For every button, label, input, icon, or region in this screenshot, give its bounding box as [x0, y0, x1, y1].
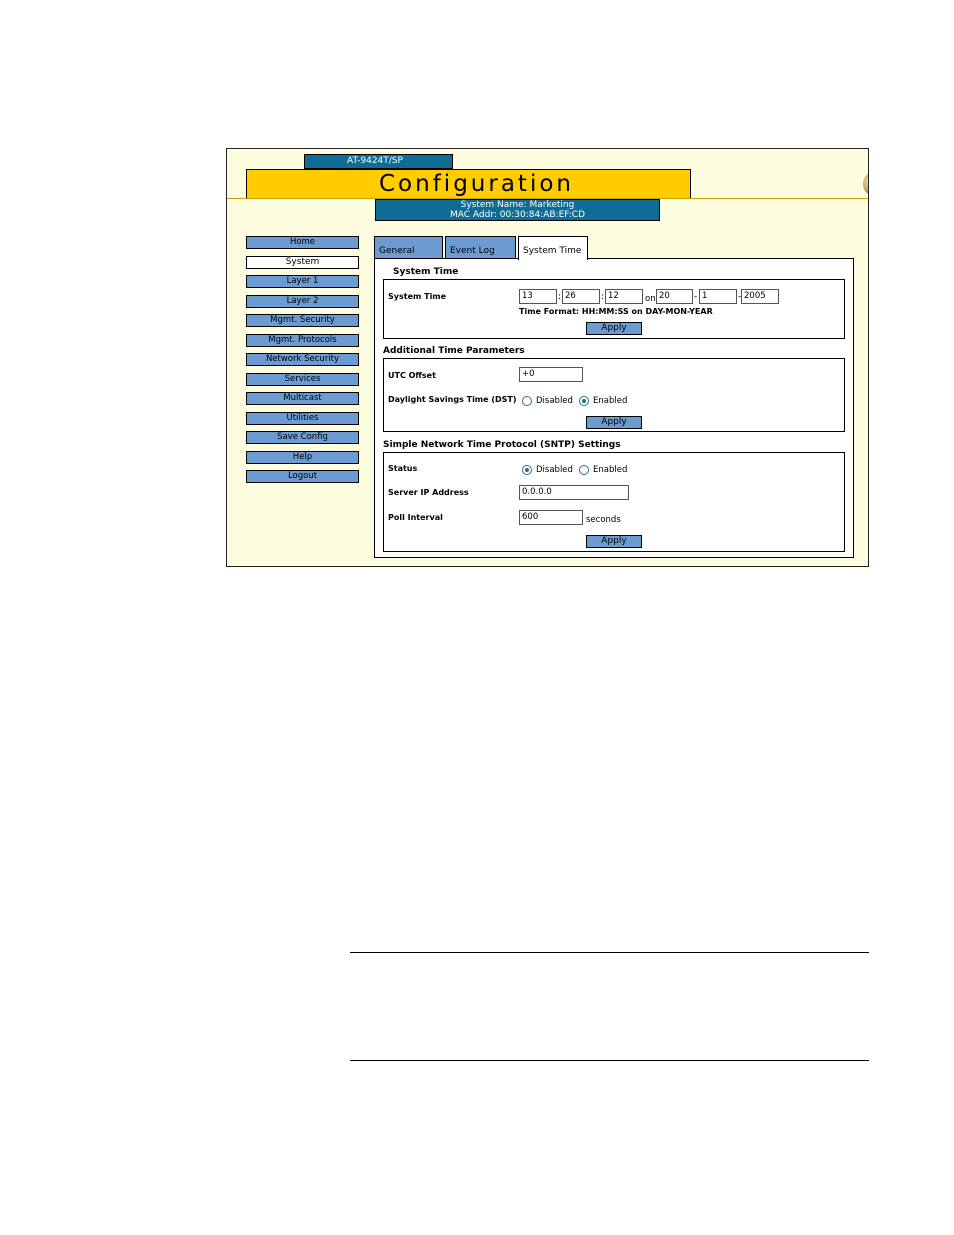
apply-additional-button[interactable]: Apply [586, 416, 642, 429]
nav-network-security[interactable]: Network Security [246, 353, 359, 366]
date-separator: - [694, 292, 698, 302]
seconds-label: seconds [586, 515, 621, 525]
additional-box [383, 358, 845, 432]
nav-layer-2[interactable]: Layer 2 [246, 295, 359, 308]
dst-enabled-label: Enabled [593, 396, 628, 406]
dst-disabled-label: Disabled [536, 396, 573, 406]
nav-save-config[interactable]: Save Config [246, 431, 359, 444]
year-input[interactable]: 2005 [741, 289, 779, 304]
time-format-hint: Time Format: HH:MM:SS on DAY-MON-YEAR [519, 307, 713, 316]
dst-enabled-radio[interactable] [579, 396, 589, 406]
nav-logout[interactable]: Logout [246, 470, 359, 483]
minute-input[interactable]: 26 [562, 289, 600, 304]
nav-mgmt-protocols[interactable]: Mgmt. Protocols [246, 334, 359, 347]
nav-home[interactable]: Home [246, 236, 359, 249]
sntp-enabled-label: Enabled [593, 465, 628, 475]
nav-help[interactable]: Help [246, 451, 359, 464]
server-ip-input[interactable]: 0.0.0.0 [519, 485, 629, 500]
sntp-disabled-radio[interactable] [522, 465, 532, 475]
apply-sntp-button[interactable]: Apply [586, 535, 642, 548]
tab-system-time[interactable]: System Time [518, 236, 588, 260]
system-time-panel [374, 258, 854, 558]
sidebar-nav [246, 236, 359, 490]
sntp-disabled-label: Disabled [536, 465, 573, 475]
server-ip-label: Server IP Address [388, 488, 469, 497]
nav-services[interactable]: Services [246, 373, 359, 386]
mac-address: MAC Addr: 00:30:84:AB:EF:CD [450, 210, 585, 220]
month-input[interactable]: 1 [699, 289, 737, 304]
tab-general[interactable]: General [374, 236, 443, 258]
second-input[interactable]: 12 [605, 289, 643, 304]
on-label: on [645, 294, 656, 304]
sntp-box [383, 452, 845, 552]
model-label: AT-9424T/SP [304, 154, 453, 169]
time-separator: : [558, 292, 562, 302]
system-time-section-title: System Time [393, 267, 459, 277]
page-title: Configuration [246, 169, 691, 199]
date-separator: - [738, 292, 742, 302]
system-info-box [375, 199, 660, 221]
utc-offset-input[interactable]: +0 [519, 367, 583, 382]
dst-disabled-radio[interactable] [522, 396, 532, 406]
nav-utilities[interactable]: Utilities [246, 412, 359, 425]
dst-label: Daylight Savings Time (DST) [388, 395, 517, 404]
nav-mgmt-security[interactable]: Mgmt. Security [246, 314, 359, 327]
browser-frame [226, 148, 869, 567]
poll-interval-input[interactable]: 600 [519, 510, 583, 525]
additional-section-title: Additional Time Parameters [383, 346, 525, 356]
nav-system[interactable]: System [246, 256, 359, 269]
sntp-enabled-radio[interactable] [579, 465, 589, 475]
bottom-divider [350, 1060, 869, 1061]
time-separator: : [601, 292, 605, 302]
apply-system-time-button[interactable]: Apply [586, 322, 642, 335]
system-name: System Name: Marketing [460, 200, 575, 210]
nav-multicast[interactable]: Multicast [246, 392, 359, 405]
top-divider [350, 952, 869, 953]
nav-layer-1[interactable]: Layer 1 [246, 275, 359, 288]
day-input[interactable]: 20 [656, 289, 693, 304]
hour-input[interactable]: 13 [519, 289, 557, 304]
globe-icon [863, 173, 869, 195]
sntp-section-title: Simple Network Time Protocol (SNTP) Settings [383, 440, 621, 450]
system-time-label: System Time [388, 292, 447, 301]
utc-offset-label: UTC Offset [388, 371, 436, 380]
tab-event-log[interactable]: Event Log [445, 236, 516, 258]
sntp-status-label: Status [388, 464, 418, 473]
poll-interval-label: Poll Interval [388, 513, 443, 522]
system-time-box [383, 279, 845, 339]
